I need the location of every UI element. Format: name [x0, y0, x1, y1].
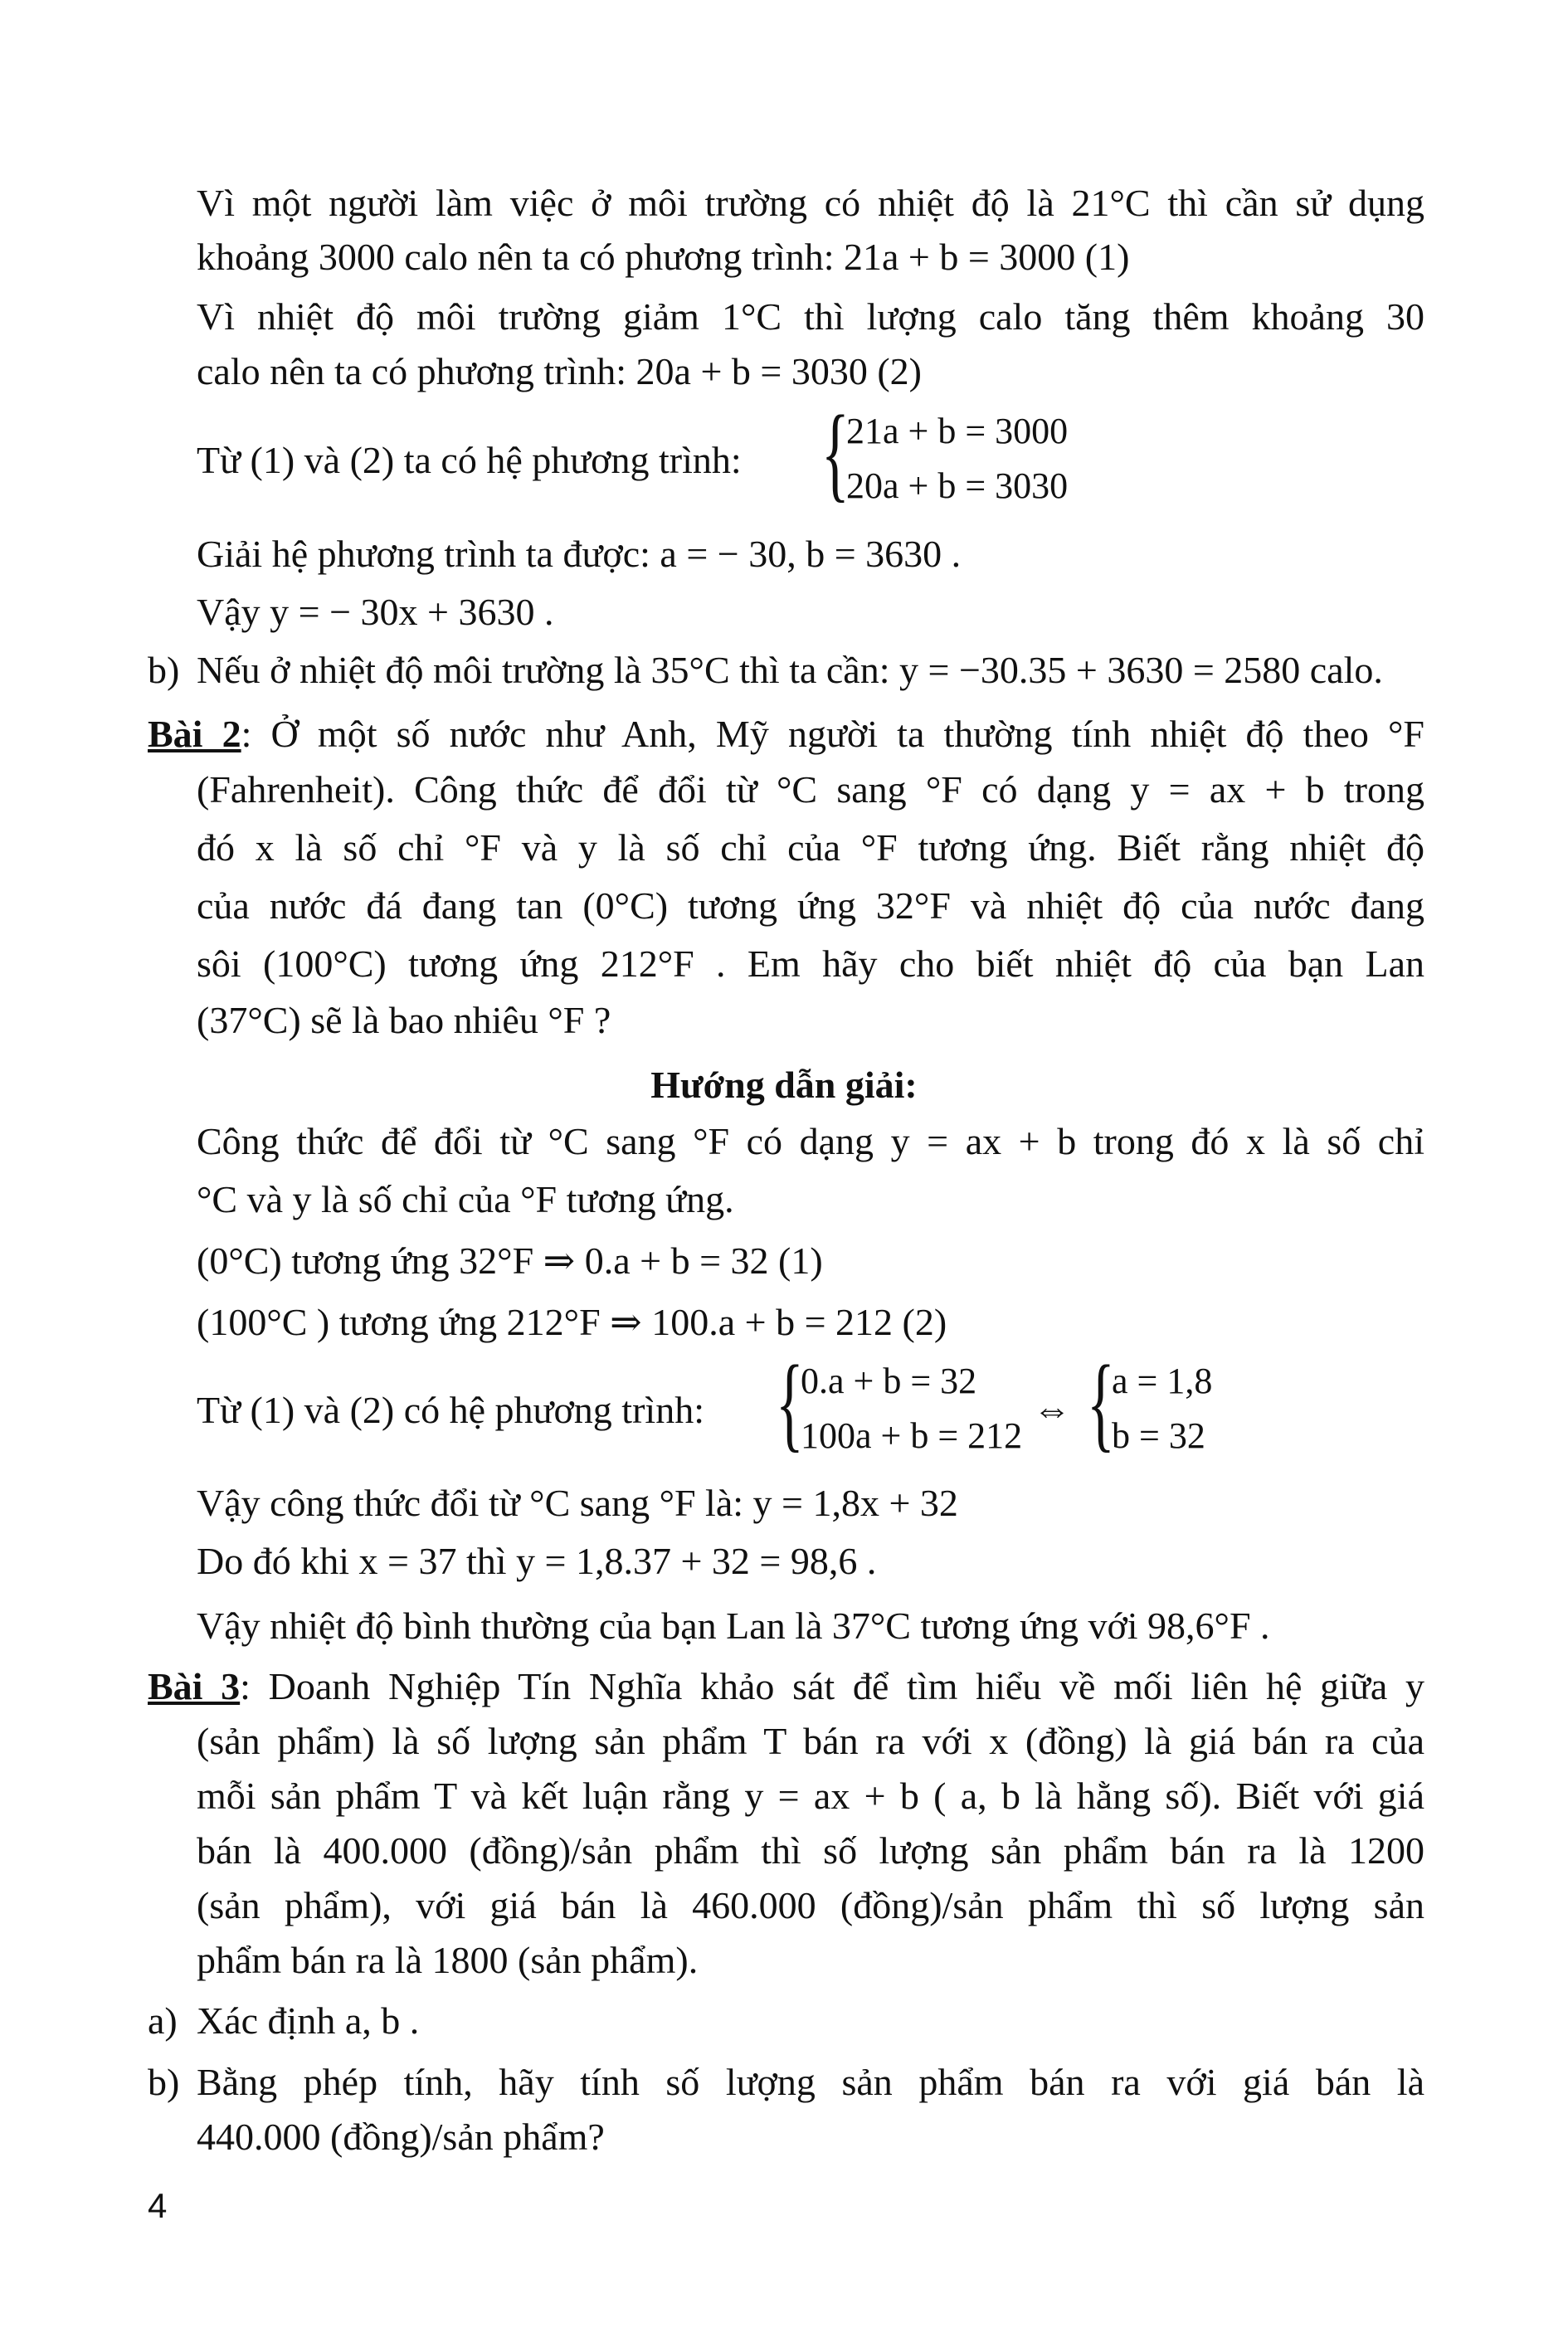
- item-label: b): [148, 649, 180, 691]
- equation: 100a + b = 212: [801, 1415, 1023, 1456]
- text-line: (37°C) sẽ là bao nhiêu °F ?: [197, 999, 611, 1041]
- text-line: Xác định a, b .: [197, 1999, 420, 2042]
- exercise-heading: [148, 1662, 1424, 1712]
- exercise-label: Bài 2: [148, 713, 241, 755]
- equation: a = 1,8: [1112, 1361, 1213, 1401]
- text-line: Từ (1) và (2) có hệ phương trình:: [197, 1389, 704, 1431]
- item-label: a): [148, 1999, 178, 2042]
- text-line: calo nên ta có phương trình: 20a + b = 3030 (2): [197, 350, 922, 392]
- equivalence-arrow: ⇔: [1033, 1388, 1071, 1430]
- text-line: Bằng phép tính, hãy tính số lượng sản phẩm bán ra với giá bán là: [197, 2061, 1424, 2103]
- exercise-text: : Ở một số nước như Anh, Mỹ người ta thường tính nhiệt độ theo °F: [241, 713, 1425, 755]
- item-label: b): [148, 2061, 180, 2103]
- text-line: Giải hệ phương trình ta được: a = − 30, b = 3630 .: [197, 533, 962, 575]
- text-line: bán là 400.000 (đồng)/sản phẩm thì số lượng sản phẩm bán ra là 1200: [197, 1829, 1424, 1872]
- brace-symbol: {: [1087, 1344, 1115, 1462]
- equation: 20a + b = 3030: [846, 465, 1069, 506]
- solution-heading: Hướng dẫn giải:: [650, 1064, 918, 1106]
- text-line: (0°C) tương ứng 32°F ⇒ 0.a + b = 32 (1): [197, 1239, 823, 1282]
- exercise-text: : Doanh Nghiệp Tín Nghĩa khảo sát để tìm hiểu về mối liên hệ giữa y: [240, 1665, 1424, 1707]
- text-line: Vì nhiệt độ môi trường giảm 1°C thì lượng calo tăng thêm khoảng 30: [197, 295, 1424, 338]
- text-line: phẩm bán ra là 1800 (sản phẩm).: [197, 1939, 699, 1981]
- text-line: của nước đá đang tan (0°C) tương ứng 32°F và nhiệt độ của nước đang: [197, 884, 1424, 927]
- brace-symbol: {: [776, 1344, 804, 1462]
- text-line: Vậy công thức đổi từ °C sang °F là: y = 1,8x + 32: [197, 1482, 958, 1524]
- equation: 21a + b = 3000: [846, 411, 1069, 451]
- text-line: Từ (1) và (2) ta có hệ phương trình:: [197, 439, 742, 481]
- text-line: °C và y là số chỉ của °F tương ứng.: [197, 1178, 734, 1220]
- text-line: (sản phẩm) là số lượng sản phẩm T bán ra với x (đồng) là giá bán ra của: [197, 1720, 1424, 1762]
- equation: 0.a + b = 32: [801, 1361, 977, 1401]
- text-line: (100°C ) tương ứng 212°F ⇒ 100.a + b = 212 (2): [197, 1301, 947, 1343]
- text-line: đó x là số chỉ °F và y là số chỉ của °F tương ứng. Biết rằng nhiệt độ: [197, 826, 1424, 869]
- exercise-label: Bài 3: [148, 1665, 241, 1707]
- text-line: Do đó khi x = 37 thì y = 1,8.37 + 32 = 98,6 .: [197, 1540, 877, 1582]
- exercise-heading: [148, 709, 1424, 759]
- text-line: Công thức để đổi từ °C sang °F có dạng y = ax + b trong đó x là số chỉ: [197, 1120, 1424, 1162]
- equation-system: [821, 394, 1153, 514]
- equation-system: [776, 1344, 1290, 1464]
- brace-symbol: {: [821, 394, 850, 512]
- text-line: (Fahrenheit). Công thức để đổi từ °C sang °F có dạng y = ax + b trong: [197, 768, 1424, 811]
- text-line: khoảng 3000 calo nên ta có phương trình: 21a + b = 3000 (1): [197, 236, 1130, 278]
- text-line: Vậy y = − 30x + 3630 .: [197, 591, 554, 633]
- equation: b = 32: [1112, 1415, 1205, 1456]
- page-number: 4: [148, 2186, 168, 2225]
- text-line: (sản phẩm), với giá bán là 460.000 (đồng)/sản phẩm thì số lượng sản: [197, 1884, 1424, 1926]
- text-line: mỗi sản phẩm T và kết luận rằng y = ax + b ( a, b là hằng số). Biết với giá: [197, 1775, 1424, 1817]
- text-line: Nếu ở nhiệt độ môi trường là 35°C thì ta cần: y = −30.35 + 3630 = 2580 calo.: [197, 649, 1383, 691]
- text-line: sôi (100°C) tương ứng 212°F . Em hãy cho biết nhiệt độ của bạn Lan: [197, 942, 1424, 985]
- text-line: Vậy nhiệt độ bình thường của bạn Lan là 37°C tương ứng với 98,6°F .: [197, 1605, 1270, 1647]
- text-line: Vì một người làm việc ở môi trường có nhiệt độ là 21°C thì cần sử dụng: [197, 182, 1424, 224]
- text-line: 440.000 (đồng)/sản phẩm?: [197, 2116, 605, 2158]
